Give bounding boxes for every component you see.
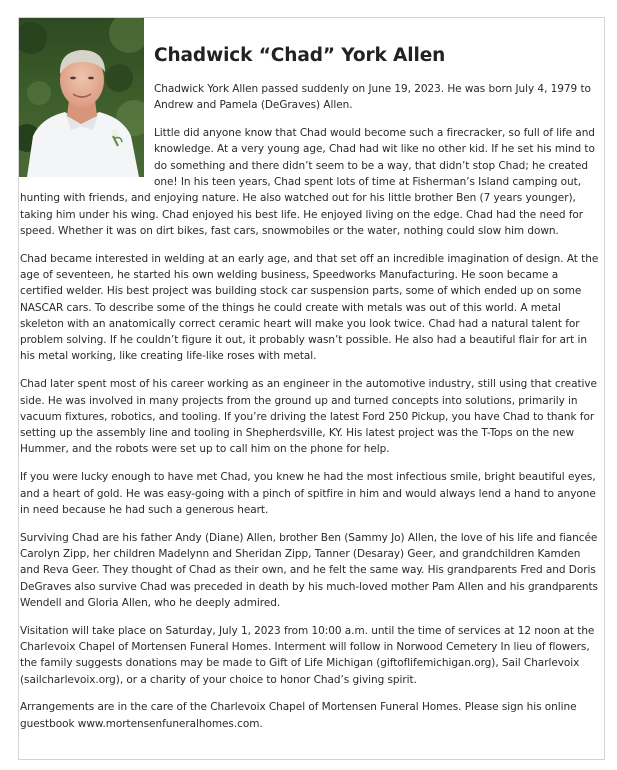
paragraph-visitation: Visitation will take place on Saturday, July 1, 2023 from 10:00 a.m. until the time of services at 12 noon at the Charlevoix Chapel of Mortensen Funeral Homes. Interment will follow in Norwood Cemetery In lieu of flowers, the family suggests donations may be made to Gift of Life Michigan (giftoflifemichigan.org), Sail Charlevoix (sailcharlevoix.org), or a charity of your choice to honor Chad’s giving spirit. xyxy=(20,624,595,686)
paragraph-arrangements: Arrangements are in the care of the Charlevoix Chapel of Mortensen Funeral Homes. Please sign his online guestbook www.mortensenfuneralhomes.com. xyxy=(20,701,577,730)
obituary-card xyxy=(18,17,605,760)
paragraph-welding: Chad became interested in welding at an early age, and that set off an incredible imagination of design. At the age of seventeen, he started his own welding business, Speedworks Manufacturing. He soon became a certified welder. His best project was building stock car suspension parts, some of which ended up on some NASCAR cars. To describe some of the things he could create with metals was out of this world. A metal skeleton with an anatomically correct ceramic heart will make you look twice. Chad had a natural talent for problem solving. If he couldn’t figure it out, it probably wasn’t possible. He also had a beautiful flair for art in his metal working, like creating life-like roses with metal. xyxy=(20,252,599,363)
paragraph-survivors: Surviving Chad are his father Andy (Diane) Allen, brother Ben (Sammy Jo) Allen, the love of his life and fiancée Carolyn Zipp, her children Madelynn and Sheridan Zipp, Tanner (Desaray) Geer, and grandchildren Kamden and Reva Geer. They thought of Chad as their own, and he felt the same way. His grandparents Fred and Doris DeGraves also survive Chad was preceded in death by his much-loved mother Pam Allen and his grandparents Wendell and Gloria Allen, who he deeply admired. xyxy=(20,531,598,609)
page-title: Chadwick “Chad” York Allen xyxy=(154,45,446,66)
paragraph-birth: Chadwick York Allen passed suddenly on June 19, 2023. He was born July 4, 1979 to Andrew and Pamela (DeGraves) Allen. xyxy=(154,83,591,112)
paragraph-childhood: Little did anyone know that Chad would become such a firecracker, so full of life and knowledge. At a very young age, Chad had wit like no other kid. If he set his mind to do something and there didn’t seem to be a way, that didn’t stop Chad; he created one! In his teen years, Chad spent lots of time at Fisherman’s Island camping out, hunting with friends, and enjoying nature. He also watched out for his little brother Ben (7 years younger), taking him under his wing. Chad enjoyed his best life. He enjoyed living on the edge. Chad had the need for speed. Whether it was on dirt bikes, fast cars, snowmobiles or the water, nothing could slow him down. xyxy=(20,127,595,237)
paragraph-character: If you were lucky enough to have met Chad, you knew he had the most infectious smile, bright beautiful eyes, and a heart of gold. He was easy-going with a pinch of spitfire in him and would always lend a hand to anyone in need because he had such a generous heart. xyxy=(20,471,596,516)
paragraph-career: Chad later spent most of his career working as an engineer in the automotive industry, still using that creative side. He was involved in many projects from the ground up and turned concepts into solutions, primarily in vacuum fixtures, robotics, and tooling. If you’re driving the latest Ford 250 Pickup, you have Chad to thank for setting up the assembly line and tooling in Shepherdsville, KY. His latest project was the T-Tops on the new Hummer, and the robots were set up to call him on the phone for help. xyxy=(20,378,597,456)
portrait-photo xyxy=(19,18,144,177)
